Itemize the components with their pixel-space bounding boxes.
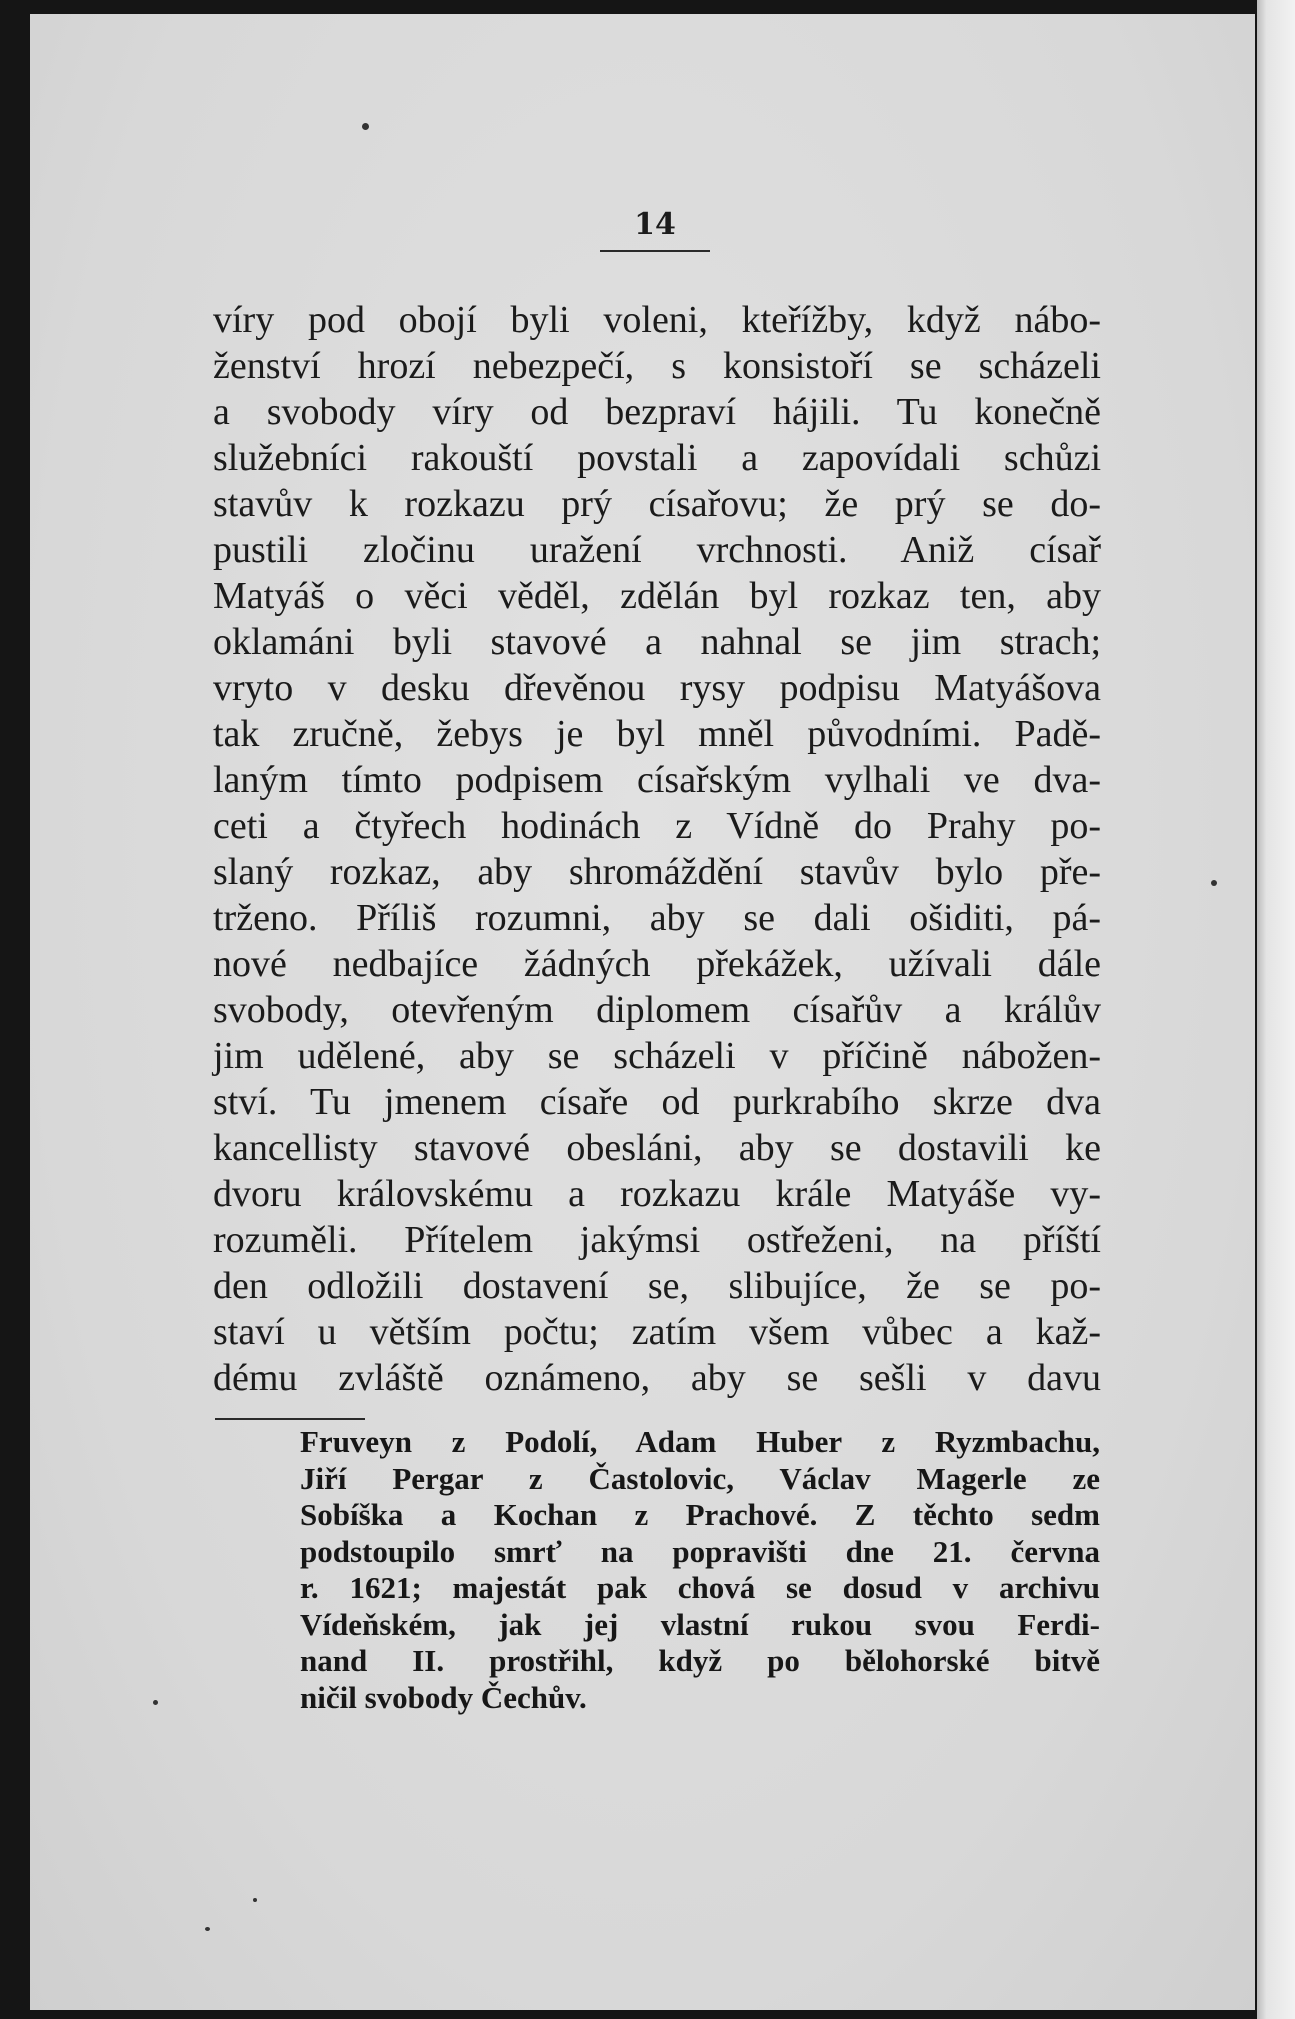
main-text-line: den odložili dostavení se, slibujíce, že se po-: [213, 1265, 1101, 1307]
main-text-line: staví u větším počtu; zatím všem vůbec a kaž-: [213, 1311, 1101, 1353]
scan-speck: [153, 1700, 158, 1705]
footnote-line: podstoupilo smrť na popravišti dne 21. června: [300, 1533, 1100, 1569]
main-text-line: víry pod obojí byli voleni, kteřížby, když nábo-: [213, 299, 1101, 341]
main-text-line: služebníci rakouští povstali a zapovídali schůzi: [213, 437, 1101, 479]
main-text-line: pustili zločinu uražení vrchnosti. Aniž císař: [213, 529, 1101, 571]
page-number-rule: [600, 250, 710, 252]
main-text-line: tak zručně, žebys je byl mněl původními. Padě-: [213, 713, 1101, 755]
main-text-line: a svobody víry od bezpraví hájili. Tu konečně: [213, 391, 1101, 433]
footnote-rule: [215, 1418, 365, 1420]
main-text-line: ceti a čtyřech hodinách z Vídně do Prahy po-: [213, 805, 1101, 847]
scan-speck: [1211, 880, 1217, 886]
page-number: 14: [634, 207, 676, 242]
main-text-line: rozuměli. Přítelem jakýmsi ostřeženi, na příští: [213, 1219, 1101, 1261]
main-text-line: svobody, otevřeným diplomem císařův a králův: [213, 989, 1101, 1031]
main-text-line: ství. Tu jmenem císaře od purkrabího skrze dva: [213, 1081, 1101, 1123]
main-text-line: slaný rozkaz, aby shromáždění stavův bylo pře-: [213, 851, 1101, 893]
main-text-line: kancellisty stavové obesláni, aby se dostavili ke: [213, 1127, 1101, 1169]
main-text-line: oklamáni byli stavové a nahnal se jim strach;: [213, 621, 1101, 663]
main-text-line: Matyáš o věci věděl, zdělán byl rozkaz ten, aby: [213, 575, 1101, 617]
main-text-line: vryto v desku dřevěnou rysy podpisu Matyášova: [213, 667, 1101, 709]
footnote-block: [300, 1424, 1100, 1716]
main-text-block: [213, 297, 1101, 1401]
main-text-line: jim udělené, aby se scházeli v příčině nábožen-: [213, 1035, 1101, 1077]
scan-page-edge: [1257, 0, 1295, 2019]
main-text-line: dému zvláště oznámeno, aby se sešli v davu: [213, 1357, 1101, 1399]
scan-speck: [253, 1898, 257, 1902]
footnote-line: ničil svobody Čechův.: [300, 1679, 587, 1715]
main-text-line: nové nedbajíce žádných překážek, užívali dále: [213, 943, 1101, 985]
main-text-line: dvoru královskému a rozkazu krále Matyáše vy-: [213, 1173, 1101, 1215]
main-text-line: stavův k rozkazu prý císařovu; že prý se do-: [213, 483, 1101, 525]
footnote-line: nand II. prostřihl, když po bělohorské bitvě: [300, 1643, 1100, 1678]
footnote-line: Sobíška a Kochan z Prachové. Z těchto sedm: [300, 1497, 1100, 1532]
main-text-line: trženo. Příliš rozumni, aby se dali ošiditi, pá-: [213, 897, 1101, 939]
footnote-line: Jiří Pergar z Častolovic, Václav Magerle ze: [300, 1460, 1100, 1496]
scan-speck: [205, 1927, 210, 1931]
main-text-line: laným tímto podpisem císařským vylhali ve dva-: [213, 759, 1101, 801]
footnote-line: Fruveyn z Podolí, Adam Huber z Ryzmbachu,: [300, 1424, 1100, 1459]
scan-speck: [362, 123, 369, 130]
footnote-line: r. 1621; majestát pak chová se dosud v archivu: [300, 1570, 1100, 1605]
footnote-line: Vídeňském, jak jej vlastní rukou svou Ferdi-: [300, 1606, 1100, 1642]
main-text-line: ženství hrozí nebezpečí, s konsistoří se scházeli: [213, 345, 1101, 387]
